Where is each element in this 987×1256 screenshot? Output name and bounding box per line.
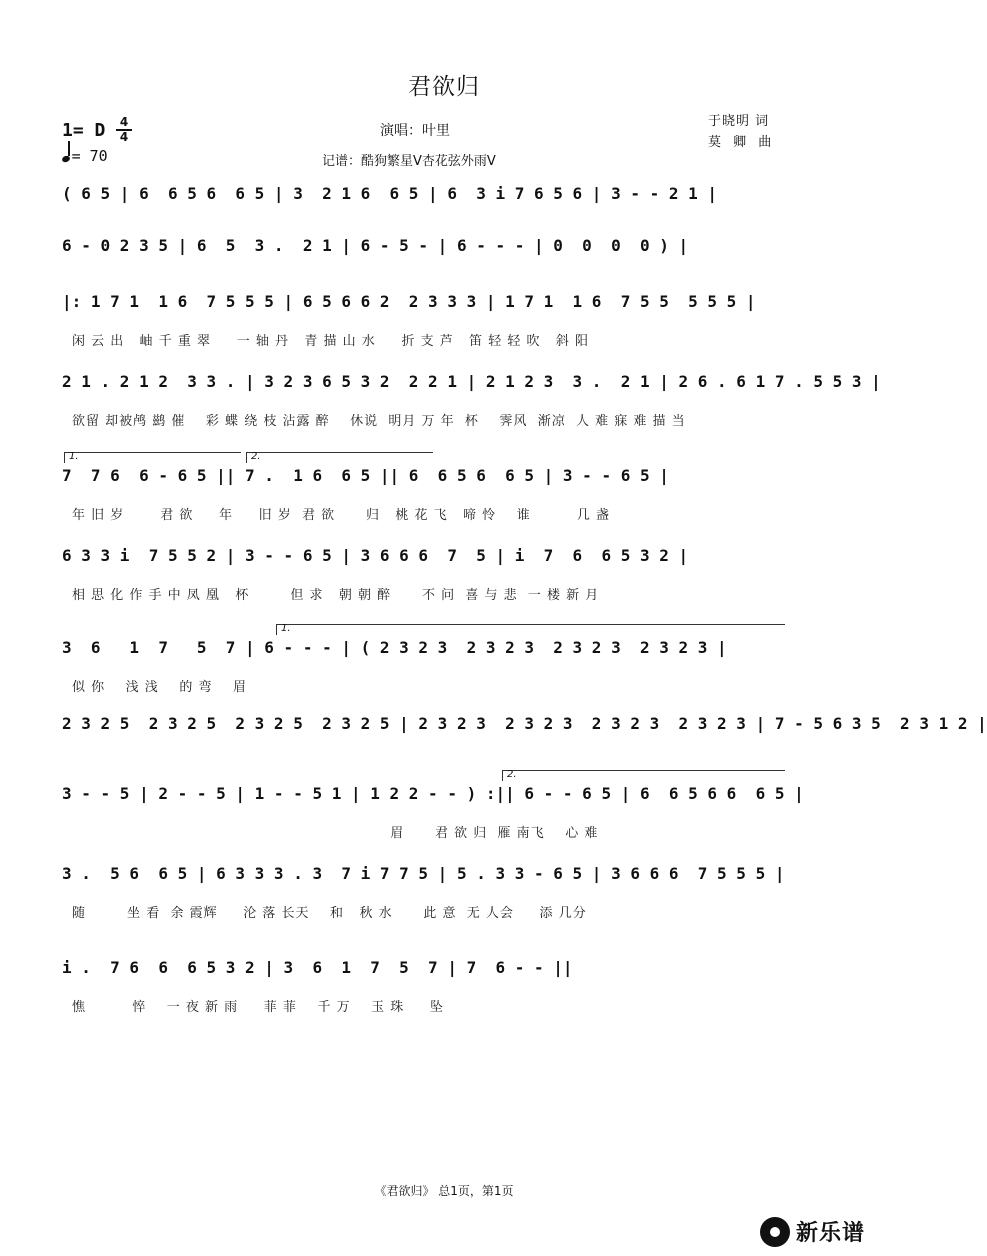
score-row [62,864,784,944]
lyrics-line: 随 坐 看 余 霞辉 沦 落 长天 和 秋 水 此 意 无 人会 添 几分 [72,906,587,921]
volta-bracket [502,770,785,781]
score-row [62,372,881,452]
lyrics-line: 似 你 浅 浅 的 弯 眉 [72,680,247,695]
time-signature-bottom: 4 [119,130,129,144]
brand-name: 新乐谱 [796,1221,866,1246]
volta-number: 2. [251,451,261,462]
score-row [62,958,784,1038]
page-footer: 《君欲归》 总1页，第1页 [374,1184,514,1198]
volta-number: 2. [507,769,517,780]
singer-credit: 演唱：叶里 [380,123,450,139]
tempo-marking [62,146,108,165]
notation-line: 7 7 6 6 - 6 5 || 7 . 1 6 6 5 || 6 6 5 6 6 5 | 3 - - 6 5 | [62,466,669,485]
lyrics-line: 年 旧 岁 君 欲 年 旧 岁 君 欲 归 桃 花 飞 啼 怜 谁 几 盏 [72,508,611,523]
vinyl-record-icon [760,1217,790,1247]
notation-line: 3 . 5 6 6 5 | 6 3 3 3 . 3 7 i 7 7 5 | 5 . 3 3 - 6 5 | 3 6 6 6 7 5 5 5 | [62,864,785,883]
lyricist-credit: 于晓明 词 [708,114,770,129]
notation-line: 2 1 . 2 1 2 3 3 . | 3 2 3 6 5 3 2 2 2 1 | 2 1 2 3 3 . 2 1 | 2 6 . 6 1 7 . 5 5 3 | [62,372,881,391]
notation-line: 6 - 0 2 3 5 | 6 5 3 . 2 1 | 6 - 5 - | 6 - - - | 0 0 0 0 ) | [62,236,689,255]
lyrics-line: 憔 悴 一 夜 新 雨 菲 菲 千 万 玉 珠 坠 [72,1000,444,1015]
lyrics-line: 相 思 化 作 手 中 凤 凰 杯 但 求 朝 朝 醉 不 问 喜 与 悲 一 楼 新 月 [72,588,600,603]
score-row [62,546,784,626]
notation-line: 3 6 1 7 5 7 | 6 - - - | ( 2 3 2 3 2 3 2 3 2 3 2 3 2 3 2 3 | [62,638,727,657]
score-row [62,623,784,718]
notation-line: i . 7 6 6 6 5 3 2 | 3 6 1 7 5 7 | 7 6 - - || [62,958,573,977]
notation-line: 3 - - 5 | 2 - - 5 | 1 - - 5 1 | 1 2 2 - - ) :|| 6 - - 6 5 | 6 6 5 6 6 6 5 | [62,784,804,803]
brand-logo [760,1216,865,1247]
composer-credit: 莫 卿 曲 [708,135,776,150]
notation-line: ( 6 5 | 6 6 5 6 6 5 | 3 2 1 6 6 5 | 6 3 i 7 6 5 6 | 3 - - 2 1 | [62,184,718,203]
scribe-credit: 记谱：酷狗繁星V杏花弦外雨V [322,154,496,169]
key-signature: 1= D [62,120,106,141]
score-row [62,292,784,372]
volta-bracket [64,452,241,463]
notation-line: |: 1 7 1 1 6 7 5 5 5 | 6 5 6 6 2 2 3 3 3 | 1 7 1 1 6 7 5 5 5 5 5 | [62,292,756,311]
score-row [62,714,987,794]
volta-number: 1. [281,623,291,634]
quarter-note-icon [61,155,71,163]
song-title: 君欲归 [408,74,480,100]
notation-line: 6 3 3 i 7 5 5 2 | 3 - - 6 5 | 3 6 6 6 7 5 | i 7 6 6 5 3 2 | [62,546,689,565]
volta-bracket [246,452,433,463]
score-row [62,451,784,546]
score-row [62,769,804,864]
lyrics-line: 眉 君 欲 归 雁 南飞 心 难 [72,826,599,841]
time-signature-top: 4 [119,115,129,129]
note-stem-icon [68,141,70,156]
lyrics-line: 欲留 却被鸬 鹚 催 彩 蝶 绕 枝 沾露 醉 休说 明月 万 年 杯 霁风 渐凉 人 难 寐 难 描 当 [72,414,686,429]
time-signature [116,116,132,144]
volta-bracket [276,624,785,635]
tempo-value: = 70 [71,147,108,165]
volta-number: 1. [69,451,79,462]
notation-line: 2 3 2 5 2 3 2 5 2 3 2 5 2 3 2 5 | 2 3 2 3 2 3 2 3 2 3 2 3 2 3 2 3 | 7 - 5 6 3 5 2 3 1 2 | [62,714,987,733]
lyrics-line: 闲 云 出 岫 千 重 翠 一 轴 丹 青 描 山 水 折 支 芦 笛 轻 轻 吹 斜 阳 [72,334,590,349]
